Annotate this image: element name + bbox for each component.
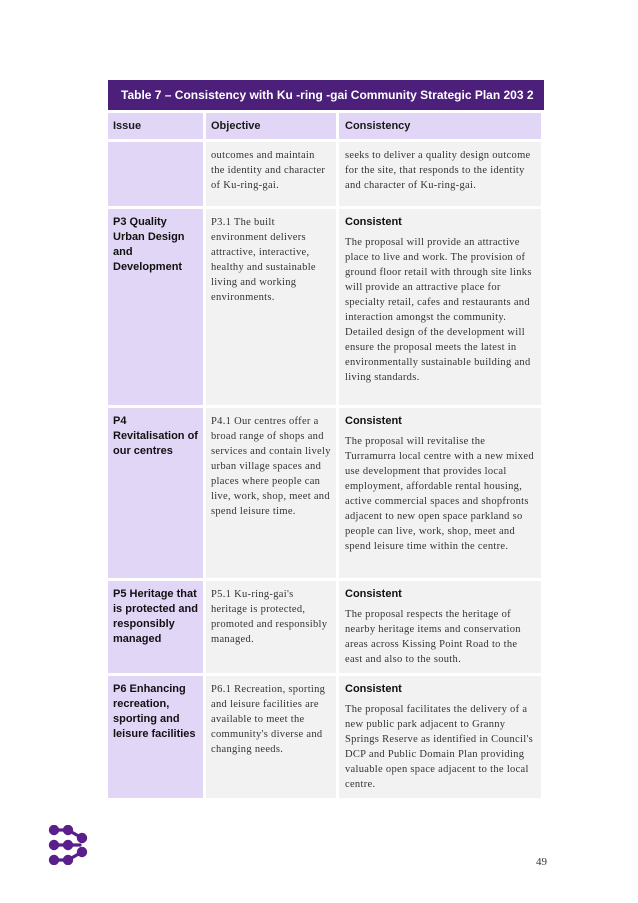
consistency-table bbox=[108, 80, 544, 798]
consistency-cell bbox=[339, 676, 541, 798]
issue-cell: P5 Heritage that is protected and responsibly managed bbox=[108, 581, 203, 673]
consistency-text: seeks to deliver a quality design outcome for the site, that responds to the identity and character of Ku-ring-gai. bbox=[345, 150, 531, 191]
table-row bbox=[108, 408, 544, 578]
table-row bbox=[108, 209, 544, 405]
table-row bbox=[108, 142, 544, 206]
objective-cell: P4.1 Our centres offer a broad range of shops and services and contain lively urban village spaces and places where people can live, work, shop, meet and spend leisure time. bbox=[206, 408, 336, 578]
consistency-cell bbox=[339, 142, 541, 206]
consistency-status: Consistent bbox=[345, 216, 402, 228]
table-row bbox=[108, 581, 544, 673]
issue-cell bbox=[108, 142, 203, 206]
issue-cell: P3 Quality Urban Design and Development bbox=[108, 209, 203, 405]
consistency-cell bbox=[339, 209, 541, 405]
consistency-status: Consistent bbox=[345, 588, 402, 600]
dots-logo-icon bbox=[48, 825, 90, 865]
consistency-text: The proposal will revitalise the Turramurra local centre with a new mixed use development that provides local employment, affordable rental housing, active commercial spaces and shopfronts adjacent to new open space parkland so people can live, work, shop, meet and spend leisure time within the centre. bbox=[345, 436, 534, 552]
consistency-status: Consistent bbox=[345, 415, 402, 427]
consistency-text: The proposal facilitates the delivery of a new public park adjacent to Granny Springs Reserve as identified in Council's DCP and Public Domain Plan providing valuable open space adjacent to the local centre. bbox=[345, 704, 534, 790]
header-issue: Issue bbox=[108, 113, 203, 139]
page-number: 49 bbox=[536, 856, 547, 868]
table-title: Table 7 – Consistency with Ku -ring -gai Community Strategic Plan 203 2 bbox=[108, 80, 544, 110]
objective-cell: P3.1 The built environment delivers attractive, interactive, healthy and sustainable living and working environments. bbox=[206, 209, 336, 405]
consistency-status: Consistent bbox=[345, 683, 402, 695]
issue-cell: P4 Revitalisation of our centres bbox=[108, 408, 203, 578]
objective-cell: outcomes and maintain the identity and character of Ku-ring-gai. bbox=[206, 142, 336, 206]
header-consistency: Consistency bbox=[339, 113, 541, 139]
objective-cell: P5.1 Ku-ring-gai's heritage is protected, promoted and responsibly managed. bbox=[206, 581, 336, 673]
consistency-cell bbox=[339, 408, 541, 578]
consistency-text: The proposal respects the heritage of nearby heritage items and conservation areas across Kissing Point Road to the east and also to the south. bbox=[345, 609, 521, 665]
consistency-cell bbox=[339, 581, 541, 673]
objective-cell: P6.1 Recreation, sporting and leisure facilities are available to meet the community's diverse and changing needs. bbox=[206, 676, 336, 798]
table-row bbox=[108, 676, 544, 798]
table-header-row bbox=[108, 113, 544, 139]
consistency-text: The proposal will provide an attractive place to live and work. The provision of ground floor retail with through site links will provide an attractive place for specialty retail, cafes and restaurants and interaction amongst the community. Detailed design of the development will ensure the proposal meets the latest in environmentally sustainable building and living standards. bbox=[345, 237, 532, 383]
header-objective: Objective bbox=[206, 113, 336, 139]
issue-cell: P6 Enhancing recreation, sporting and leisure facilities bbox=[108, 676, 203, 798]
